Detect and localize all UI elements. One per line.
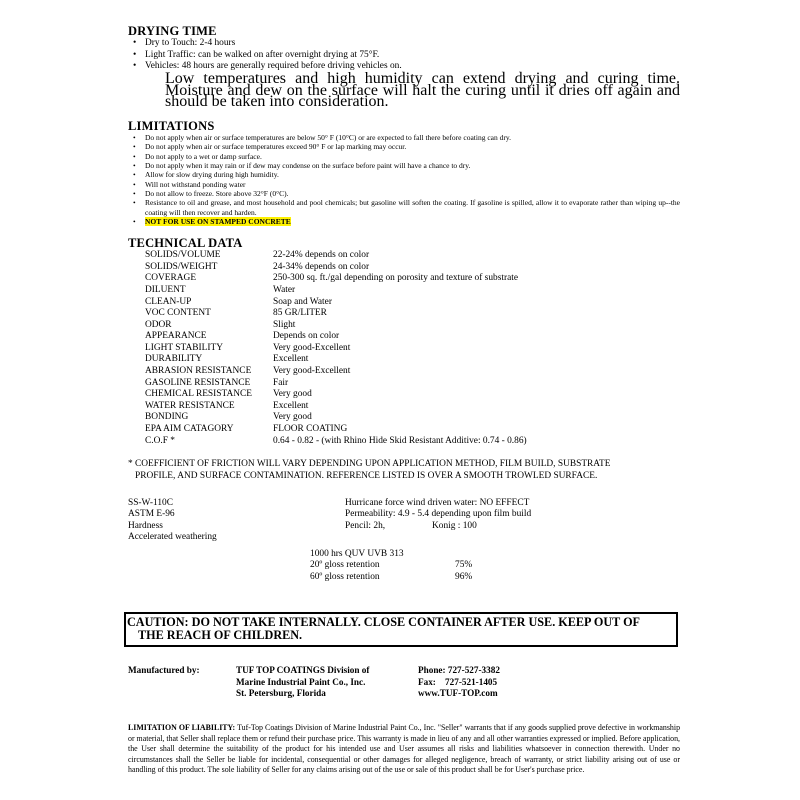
tech-property: GASOLINE RESISTANCE: [145, 377, 251, 388]
tech-property: C.O.F *: [145, 435, 175, 446]
manufacturer-label: Manufactured by:: [128, 665, 200, 676]
tech-property: EPA AIM CATAGORY: [145, 424, 234, 435]
stamped-concrete-warning: NOT FOR USE ON STAMPED CONCRETE: [145, 216, 291, 226]
tech-value: Excellent: [273, 354, 309, 365]
manufacturer-city: St. Petersburg, Florida: [236, 688, 326, 699]
table-row: [145, 262, 680, 274]
table-row: [145, 401, 680, 413]
spec-gloss60-label: 60º gloss retention: [310, 571, 380, 582]
list-item: • Light Traffic: can be walked on after overnight drying at 75°F.: [128, 50, 680, 62]
spec-gloss20-value: 75%: [455, 560, 473, 571]
tech-property: ODOR: [145, 319, 172, 330]
table-row: [145, 308, 680, 320]
cof-footnote: [128, 459, 680, 482]
tech-value: Soap and Water: [273, 296, 332, 307]
drying-time-list: [128, 38, 680, 73]
spec-ss-w-110c: SS-W-110C: [128, 497, 173, 508]
technical-data-table: [145, 250, 680, 447]
manufacturer-fax: Fax: 727-521-1405: [418, 676, 498, 687]
drying-time-heading: DRYING TIME: [128, 24, 217, 38]
drying-continuation: Low temperatures and high humidity can extend drying and curing time. Moisture and dew on the surface will halt the curing until it dries off again and should be taken into consideration.: [165, 69, 680, 111]
tech-property: SOLIDS/WEIGHT: [145, 261, 218, 272]
spec-quv: 1000 hrs QUV UVB 313: [310, 548, 404, 559]
technical-data-heading: TECHNICAL DATA: [128, 236, 243, 251]
table-row: [145, 320, 680, 332]
tech-value: FLOOR COATING: [273, 424, 348, 435]
tech-value: Slight: [273, 319, 296, 330]
tech-property: DILUENT: [145, 284, 186, 295]
tech-value: Very good-Excellent: [273, 342, 351, 353]
table-row: [145, 297, 680, 309]
spec-permeability: Permeability: 4.9 - 5.4 depending upon film build: [345, 509, 532, 520]
list-item: • Allow for slow drying during high humidity.: [128, 170, 680, 179]
limitations-heading: LIMITATIONS: [128, 119, 215, 134]
tech-property: CLEAN-UP: [145, 296, 192, 307]
manufacturer-name: TUF TOP COATINGS Division of: [236, 665, 370, 676]
list-item: • Do not apply to a wet or damp surface.: [128, 152, 680, 161]
tech-value: 250-300 sq. ft./gal depending on porosity and texture of substrate: [273, 273, 519, 284]
spec-hurricane: Hurricane force wind driven water: NO EFFECT: [345, 497, 530, 508]
list-item-highlight: [128, 217, 680, 226]
list-item: • Do not apply when air or surface temperatures are below 50° F (10°C) or are expected to fall there before coating can dry.: [128, 133, 680, 142]
tech-property: CHEMICAL RESISTANCE: [145, 389, 252, 400]
spec-hardness: Hardness: [128, 520, 163, 531]
caution-line: CAUTION: DO NOT TAKE INTERNALLY. CLOSE CONTAINER AFTER USE. KEEP OUT OF: [127, 614, 640, 629]
spec-gloss60-value: 96%: [455, 571, 473, 582]
tech-value: 22-24% depends on color: [273, 250, 370, 261]
table-row: [145, 273, 680, 285]
technical-data-section: [128, 236, 680, 483]
tech-property: WATER RESISTANCE: [145, 400, 235, 411]
tech-value: 24-34% depends on color: [273, 261, 370, 272]
test-specs-section: [128, 498, 680, 610]
table-row: [145, 366, 680, 378]
caution-box: [124, 612, 678, 648]
tech-value: Water: [273, 284, 296, 295]
tech-value: Very good: [273, 389, 312, 400]
spec-astm-e96: ASTM E-96: [128, 509, 175, 520]
tech-value: Very good-Excellent: [273, 366, 351, 377]
liability-paragraph: [128, 723, 680, 775]
limitations-section: [128, 119, 680, 226]
table-row: [145, 378, 680, 390]
tech-property: BONDING: [145, 412, 189, 423]
drying-time-section: [128, 24, 680, 111]
tech-property: APPEARANCE: [145, 331, 207, 342]
tech-property: DURABILITY: [145, 354, 203, 365]
tech-property: SOLIDS/VOLUME: [145, 250, 221, 261]
limitations-list: [128, 133, 680, 226]
tech-value: Depends on color: [273, 331, 340, 342]
tech-property: COVERAGE: [145, 273, 197, 284]
manufacturer-section: [128, 665, 680, 711]
table-row: [145, 343, 680, 355]
table-row: [145, 285, 680, 297]
cof-footnote-line: * COEFFICIENT OF FRICTION WILL VARY DEPENDING UPON APPLICATION METHOD, FILM BUILD, SUBSTRATE: [128, 459, 611, 470]
list-item: • Resistance to oil and grease, and most household and pool chemicals; but gasoline will soften the coating. If gasoline is spilled, allow it to evaporate rather than wiping up--the coating will then recover and harden.: [128, 198, 680, 217]
spec-konig: Konig : 100: [432, 520, 477, 531]
spec-gloss20-label: 20º gloss retention: [310, 560, 380, 571]
caution-line: THE REACH OF CHILDREN.: [138, 628, 303, 643]
spec-pencil: Pencil: 2h,: [345, 520, 386, 531]
table-row: [145, 412, 680, 424]
list-item: • Do not apply when it may rain or if dew may condense on the surface before paint will have a chance to dry.: [128, 161, 680, 170]
list-item: • Will not withstand ponding water: [128, 180, 680, 189]
spec-accelerated-weathering: Accelerated weathering: [128, 532, 217, 543]
tech-value: 0.64 - 0.82 - (with Rhino Hide Skid Resistant Additive: 0.74 - 0.86): [273, 435, 527, 446]
tech-property: LIGHT STABILITY: [145, 342, 223, 353]
liability-text: Tuf-Top Coatings Division of Marine Industrial Paint Co., Inc. "Seller" warrants that if any goods supplied prove defective in workmanship or material, that Seller shall replace them or refund their purchase price. This warranty is made in lieu of any and all other warranties expressed or implied. Before application, the User shall determine the suitability of the product for his intended use and User assumes all risks and liabilities whatsoever in connection therewith. Under no circumstances shall the Seller be liable for incidental, consequential or other damages for alleged negligence, breach of warranty, or strict liability arising out of use or handling of this product. The sole liability of Seller for any claims arising out of the use or sale of this product shall be for User's purchase price.: [128, 723, 681, 775]
cof-footnote-line: PROFILE, AND SURFACE CONTAMINATION. REFERENCE LISTED IS OVER A SMOOTH TROWLED SURFACE.: [135, 470, 598, 481]
table-row: [145, 389, 680, 401]
table-row: [145, 331, 680, 343]
table-row: [145, 424, 680, 436]
list-item: • Do not apply when air or surface temperatures exceed 90° F or lap marking may occur.: [128, 142, 680, 151]
list-item: • Vehicles: 48 hours are generally required before driving vehicles on.: [128, 61, 680, 73]
list-item: • Do not allow to freeze. Store above 32°F (0°C).: [128, 189, 680, 198]
manufacturer-company: Marine Industrial Paint Co., Inc.: [236, 676, 366, 687]
list-item: • Dry to Touch: 2-4 hours: [128, 38, 680, 50]
tech-value: 85 GR/LITER: [273, 308, 327, 319]
table-row: [145, 436, 680, 448]
tech-value: Fair: [273, 377, 289, 388]
table-row: [145, 250, 680, 262]
manufacturer-website[interactable]: www.TUF-TOP.com: [418, 688, 498, 699]
liability-label: LIMITATION OF LIABILITY:: [128, 723, 236, 733]
tech-property: ABRASION RESISTANCE: [145, 366, 252, 377]
document-page: [128, 24, 680, 783]
manufacturer-phone: Phone: 727-527-3382: [418, 665, 500, 676]
tech-value: Excellent: [273, 400, 309, 411]
tech-value: Very good: [273, 412, 312, 423]
table-row: [145, 354, 680, 366]
tech-property: VOC CONTENT: [145, 308, 211, 319]
